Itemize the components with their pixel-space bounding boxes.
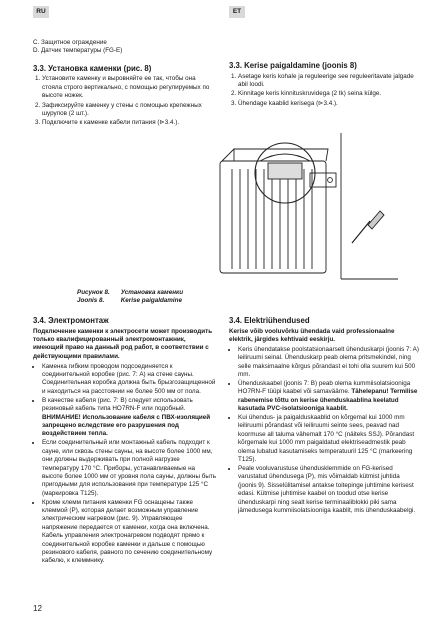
bullet-item: • Ühenduskaabel (joonis 7: B) peab olema kummiisolatsiooniga HO7RN-F tüüpi kaabel või samaväärne. Tähelepanu! Termilise rabenemise tõttu on kerise ühenduskaablina keelatud kasutada PVC-isolatsiooniga kaablit.: [238, 380, 419, 414]
steps-list: [229, 73, 419, 109]
steps-list: [33, 75, 217, 127]
bullet-list: [229, 346, 419, 516]
lang-tag-ru: RU: [33, 6, 49, 18]
section-title: 3.3. Kerise paigaldamine (joonis 8): [229, 61, 357, 70]
figure-caption: [77, 289, 183, 305]
legend-item: C. Защитное ограждение: [33, 39, 107, 46]
section-title: 3.4. Elektriühendused: [229, 316, 310, 325]
legend-item: D. Датчик температуры (FG-E): [33, 47, 123, 55]
ru-section-3-3: [33, 39, 217, 129]
ru-section-3-4: [33, 316, 217, 566]
bullet-item: • Peale vooluvarustuse ühendusklemmide on FG-kerised varustatud ühendusega (P), mis võimaldab kütmist juhtida (joonis 9). Sisselülitamisel antakse toitepinge juhtimine kerisest edasi. Kütmise juhtimise kaabel on toodud otse kerise ühenduskarpi ning sealt kerise terminaaliblokki piki sama jämedusega kummiisolatsiooniga kaablit, mis ühenduskaabelgi.: [238, 465, 419, 515]
heater-installation-illustration: [210, 133, 400, 281]
warning-text: Tähelepanu! Termilise rabenemise tõttu on kerise ühenduskaablina keelatud kasutada PVC-isolatsiooniga kaablit.: [238, 388, 418, 413]
caption-ru-text: Установка каменки: [120, 289, 184, 296]
section-title: 3.4. Электромонтаж: [33, 316, 109, 325]
section-lead: Kerise võib vooluvõrku ühendada vaid professionaalne elektrik, järgides kehtivaid eeskirju.: [229, 327, 395, 343]
caption-ru-label: Рисунок 8.: [77, 289, 110, 296]
bullet-item: • Keris ühendatakse poolstatsionaarselt ühenduskarpi (joonis 7: A) leiliruumi seinal. Ühenduskarp peab olema pritsmekindel, ning selle maksimaalne kõrgus põrandast ei tohi olla suurem kui 500 mm.: [238, 346, 419, 380]
bullet-item: • В качестве кабеля (рис. 7: B) следует использовать резиновый кабель типа HO7RN-F или подобный. ВНИМАНИЕ! Использование кабеля с ПВХ-изоляцией запрещено вследствие его разрушения под воздействием тепла.: [42, 397, 217, 439]
legend-list: [33, 39, 217, 56]
caption-et-label: Joonis 8.: [77, 297, 105, 304]
lang-tag-et: ET: [229, 6, 245, 18]
step-item: 3. Ühendage kaablid kerisega (⊳3.4.).: [238, 100, 419, 108]
step-item: 3. Подключите к каменке кабели питания (⊳3.4.).: [42, 119, 217, 127]
et-section-3-3: [229, 61, 419, 109]
bullet-item: • Kui ühendus- ja paigalduskaablid on kõrgemal kui 1000 mm leiliruumi põrandast või leiliruumi seinte sees, peavad nad koormuse all taluma vähemalt 170 °C (näiteks SSJ). Põrandast kõrgemale kui 1000 mm paigaldatud elektriseadmestik peab olema lubatud kasutamiseks temperatuuril 125 °C (markeering T125).: [238, 414, 419, 464]
step-item: 1. Asetage keris kohale ja reguleerige see reguleeritavate jalgade abil loodi.: [238, 73, 419, 90]
bullet-item: • Кроме клемм питания каменки FG оснащены также клеммой (P), которая делает возможным управление электрическим нагревом (рис. 9). Управляющее напряжение передается от каменки, когда она включена. Кабель управления электронагревом подводят прямо к соединительной коробке каменки и дальше с помощью резинового кабеля, равного по сечению соединительному кабелю, к клеммнику.: [42, 499, 217, 566]
section-title: 3.3. Установка каменки (рис. 8): [33, 63, 152, 73]
page-number: 12: [33, 604, 42, 613]
bullet-list: [33, 363, 217, 566]
step-item: 1. Установите каменку и выровняйте ее так, чтобы она стояла строго вертикально, с помощью регулируемых по высоте ножек.: [42, 75, 217, 100]
section-lead: Подключение каменки к электросети может производить только квалифицированный электромонтажник, имеющий право на данный род работ, в соответствии с действующими правилами.: [33, 327, 213, 360]
et-section-3-4: [229, 316, 419, 516]
step-item: 2. Зафиксируйте каменку у стены с помощью крепежных шурупов (2 шт.).: [42, 102, 217, 119]
bullet-item: • Каменка гибким проводом подсоединяется к соединительной коробке (рис. 7: A) на стене сауны. Соединительная коробка должна быть брызгозащищенной и находиться на расстоянии не более 500 мм от пола.: [42, 363, 217, 397]
bullet-item: • Если соединительный или монтажный кабель подходит к сауне, или сквозь стены сауны, на высоте более 1000 мм, они должны выдерживать при полной нагрузке температуру 170 °C. Приборы, устанавливаемые на высоте более 1000 мм от уровня пола сауны, должны быть пригодными для использования при температуре 125 °C (маркировка T125).: [42, 439, 217, 498]
caption-et-text: Kerise paigaldamine: [120, 297, 182, 304]
warning-text: ВНИМАНИЕ! Использование кабеля с ПВХ-изоляцией запрещено вследствие его разрушения под воздействием тепла.: [42, 413, 211, 438]
step-item: 2. Kinnitage keris kinnituskruvidega (2 tk) seina külge.: [238, 90, 419, 98]
